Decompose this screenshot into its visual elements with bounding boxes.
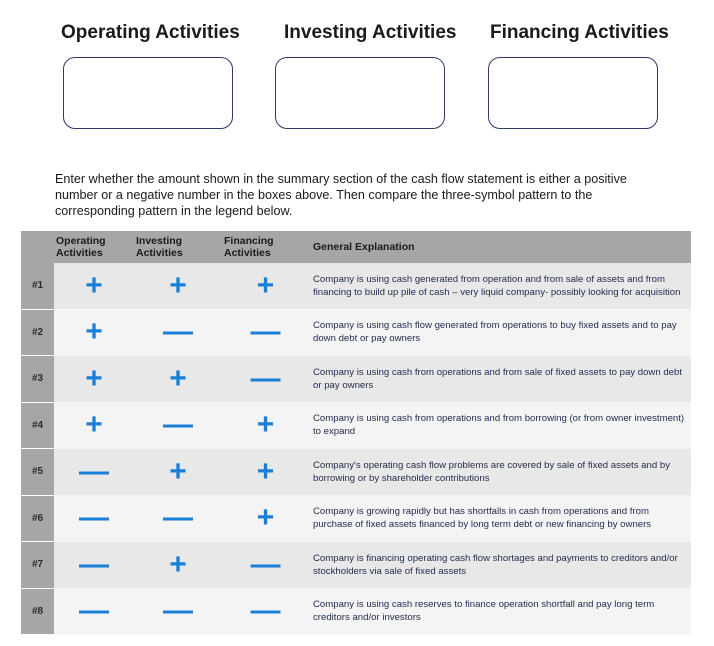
table-row	[21, 263, 691, 309]
investing-column-header: Investing Activities	[134, 231, 222, 263]
operating-sign	[54, 542, 134, 589]
investing-sign	[134, 542, 222, 589]
plus-sign-icon: +	[169, 454, 187, 488]
operating-activities-input-box[interactable]	[63, 57, 233, 129]
minus-sign-icon: —	[79, 547, 109, 581]
row-number: #4	[21, 402, 54, 449]
operating-sign	[54, 588, 134, 635]
financing-sign	[222, 449, 309, 496]
investing-activities-heading: Investing Activities	[284, 22, 457, 43]
cash-flow-pattern-legend-table	[21, 231, 691, 635]
operating-sign	[54, 263, 134, 309]
financing-sign	[222, 495, 309, 542]
plus-sign-icon: +	[256, 454, 275, 488]
row-number: #7	[21, 542, 54, 589]
minus-sign-icon: —	[163, 408, 193, 442]
plus-sign-icon: +	[256, 269, 275, 302]
minus-sign-icon: —	[250, 547, 281, 581]
table-row	[21, 542, 691, 589]
investing-sign	[134, 309, 222, 356]
minus-sign-icon: —	[250, 315, 281, 349]
minus-sign-icon: —	[163, 594, 193, 628]
row-number: #2	[21, 309, 54, 356]
plus-sign-icon: +	[256, 501, 275, 535]
row-explanation: Company's operating cash flow problems are covered by sale of fixed assets and by borrowing or by shareholder contributions	[309, 449, 691, 496]
row-explanation: Company is using cash from operations and from sale of fixed assets to pay down debt or pay owners	[309, 356, 691, 403]
plus-sign-icon: +	[85, 361, 103, 395]
investing-sign	[134, 356, 222, 403]
table-row	[21, 495, 691, 542]
row-number: #6	[21, 495, 54, 542]
plus-sign-icon: +	[85, 408, 103, 442]
row-explanation: Company is using cash flow generated from operations to buy fixed assets and to pay down debt or pay owners	[309, 309, 691, 356]
financing-sign	[222, 356, 309, 403]
financing-sign	[222, 588, 309, 635]
operating-sign	[54, 356, 134, 403]
financing-sign	[222, 542, 309, 589]
explanation-column-header: General Explanation	[309, 231, 691, 263]
plus-sign-icon: +	[169, 547, 187, 581]
operating-sign	[54, 495, 134, 542]
operating-column-header: Operating Activities	[54, 231, 134, 263]
row-number-header	[21, 231, 54, 263]
minus-sign-icon: —	[163, 501, 193, 535]
investing-sign	[134, 263, 222, 309]
operating-sign	[54, 402, 134, 449]
minus-sign-icon: —	[250, 594, 281, 628]
minus-sign-icon: —	[250, 361, 281, 395]
table-row	[21, 588, 691, 635]
plus-sign-icon: +	[256, 408, 275, 442]
financing-sign	[222, 402, 309, 449]
financing-sign	[222, 309, 309, 356]
row-number: #3	[21, 356, 54, 403]
legend-header-row	[21, 231, 691, 263]
minus-sign-icon: —	[79, 454, 109, 488]
row-number: #8	[21, 588, 54, 635]
row-explanation: Company is using cash generated from operation and from sale of assets and from financing to build up pile of cash – very liquid company- possibly looking for acquisition	[309, 263, 691, 309]
row-explanation: Company is growing rapidly but has shortfalls in cash from operations and from purchase of fixed assets financed by long term debt or new financing by owners	[309, 495, 691, 542]
row-number: #1	[21, 263, 54, 309]
minus-sign-icon: —	[163, 315, 193, 349]
row-explanation: Company is financing operating cash flow shortages and payments to creditors and/or stockholders via sale of fixed assets	[309, 542, 691, 589]
operating-activities-heading: Operating Activities	[61, 22, 240, 43]
investing-sign	[134, 402, 222, 449]
table-row	[21, 309, 691, 356]
table-row	[21, 449, 691, 496]
investing-sign	[134, 588, 222, 635]
financing-column-header: Financing Activities	[222, 231, 309, 263]
row-explanation: Company is using cash reserves to finance operation shortfall and pay long term creditors and/or investors	[309, 588, 691, 635]
row-number: #5	[21, 449, 54, 496]
operating-sign	[54, 309, 134, 356]
investing-activities-input-box[interactable]	[275, 57, 445, 129]
operating-sign	[54, 449, 134, 496]
table-row	[21, 402, 691, 449]
plus-sign-icon: +	[85, 315, 103, 349]
minus-sign-icon: —	[79, 501, 109, 535]
row-explanation: Company is using cash from operations and from borrowing (or from owner investment) to expand	[309, 402, 691, 449]
financing-activities-input-box[interactable]	[488, 57, 658, 129]
investing-sign	[134, 495, 222, 542]
minus-sign-icon: —	[79, 594, 109, 628]
plus-sign-icon: +	[169, 361, 187, 395]
financing-sign	[222, 263, 309, 309]
financing-activities-heading: Financing Activities	[490, 22, 669, 43]
table-row	[21, 356, 691, 403]
investing-sign	[134, 449, 222, 496]
instructions-text: Enter whether the amount shown in the summary section of the cash flow statement is either a positive number or a negative number in the boxes above. Then compare the three-symbol pattern to the corresponding pattern in the legend below.	[55, 172, 627, 218]
plus-sign-icon: +	[169, 269, 187, 302]
plus-sign-icon: +	[85, 269, 103, 302]
